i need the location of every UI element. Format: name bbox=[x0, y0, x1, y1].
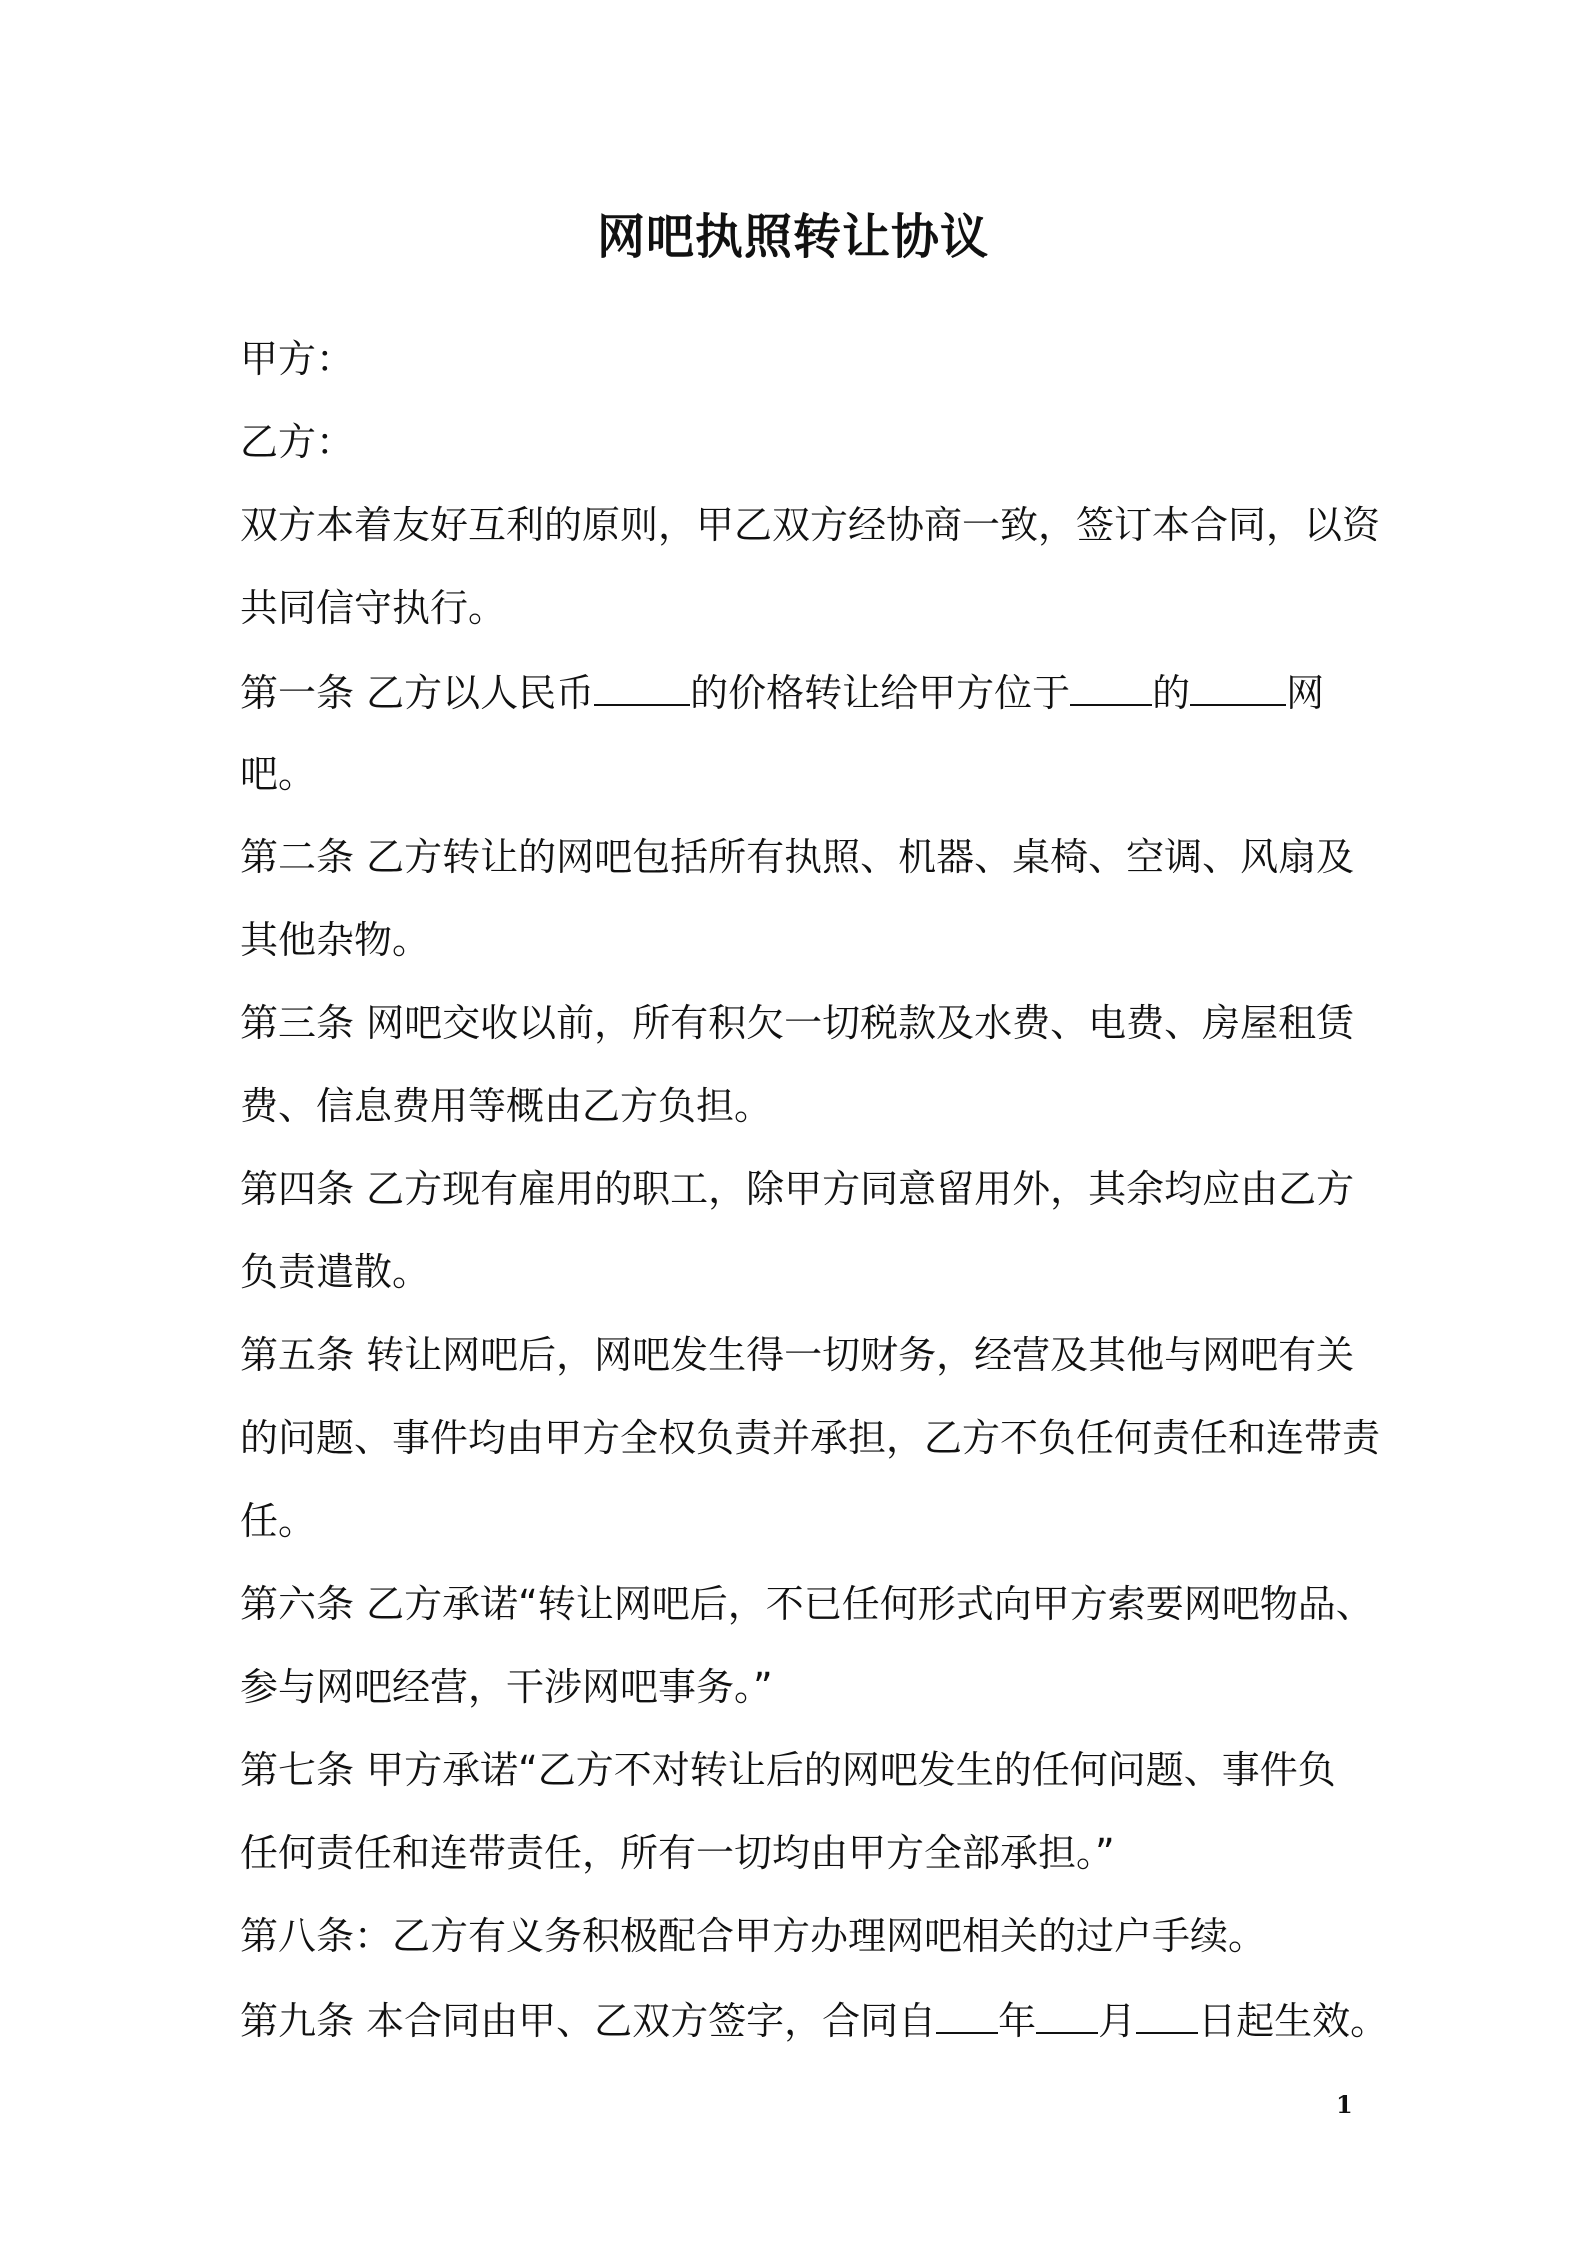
page-number: 1 bbox=[1336, 2090, 1353, 2119]
month-blank bbox=[1036, 1992, 1098, 2034]
article-1-text-2: 的价格转让给甲方位于 bbox=[690, 671, 1071, 715]
article-3-line-1: 第三条 网吧交收以前，所有积欠一切税款及水费、电费、房屋租赁 bbox=[240, 1001, 1355, 1045]
article-5-line-3: 任。 bbox=[240, 1499, 317, 1543]
article-5-line-2: 的问题、事件均由甲方全权负责并承担，乙方不负任何责任和连带责 bbox=[240, 1416, 1381, 1460]
article-6-line-2: 参与网吧经营，干涉网吧事务。” bbox=[240, 1665, 773, 1709]
article-1-text-1: 第一条 乙方以人民币 bbox=[240, 671, 595, 715]
cafe-name-blank bbox=[1190, 664, 1286, 706]
article-2-line-1: 第二条 乙方转让的网吧包括所有执照、机器、桌椅、空调、风扇及 bbox=[240, 835, 1355, 879]
preamble-line-1: 双方本着友好互利的原则，甲乙双方经协商一致，签订本合同，以资 bbox=[240, 503, 1381, 547]
article-1-line-2: 吧。 bbox=[240, 752, 317, 796]
preamble-line-2: 共同信守执行。 bbox=[240, 586, 507, 630]
document-title: 网吧执照转让协议 bbox=[596, 209, 989, 265]
article-1-text-3: 的 bbox=[1152, 671, 1191, 715]
article-9-text-4: 日起生效。 bbox=[1198, 1999, 1389, 2043]
article-2-line-2: 其他杂物。 bbox=[240, 918, 431, 962]
day-blank bbox=[1136, 1992, 1198, 2034]
party-b-label: 乙方： bbox=[240, 420, 355, 464]
article-9-year-label: 年 bbox=[998, 1999, 1037, 2043]
article-7-line-2: 任何责任和连带责任，所有一切均由甲方全部承担。” bbox=[240, 1831, 1115, 1875]
article-1-line-1 bbox=[240, 664, 1324, 720]
article-5-line-1: 第五条 转让网吧后，网吧发生得一切财务，经营及其他与网吧有关 bbox=[240, 1333, 1355, 1377]
article-8-line-1: 第八条：乙方有义务积极配合甲方办理网吧相关的过户手续。 bbox=[240, 1914, 1267, 1958]
article-4-line-2: 负责遣散。 bbox=[240, 1250, 431, 1294]
article-7-line-1: 第七条 甲方承诺“乙方不对转让后的网吧发生的任何问题、事件负 bbox=[240, 1748, 1336, 1792]
article-9-month-label: 月 bbox=[1098, 1999, 1137, 2043]
article-1-text-4: 网 bbox=[1286, 671, 1325, 715]
year-blank bbox=[936, 1992, 998, 2034]
article-3-line-2: 费、信息费用等概由乙方负担。 bbox=[240, 1084, 773, 1128]
party-a-label: 甲方： bbox=[240, 337, 355, 381]
article-9-line-1 bbox=[240, 1992, 1388, 2048]
article-4-line-1: 第四条 乙方现有雇用的职工，除甲方同意留用外，其余均应由乙方 bbox=[240, 1167, 1355, 1211]
price-blank bbox=[594, 664, 690, 706]
article-6-line-1: 第六条 乙方承诺“转让网吧后，不已任何形式向甲方索要网吧物品、 bbox=[240, 1582, 1374, 1626]
location-blank bbox=[1070, 664, 1152, 706]
article-9-text-1: 第九条 本合同由甲、乙双方签字，合同自 bbox=[240, 1999, 937, 2043]
